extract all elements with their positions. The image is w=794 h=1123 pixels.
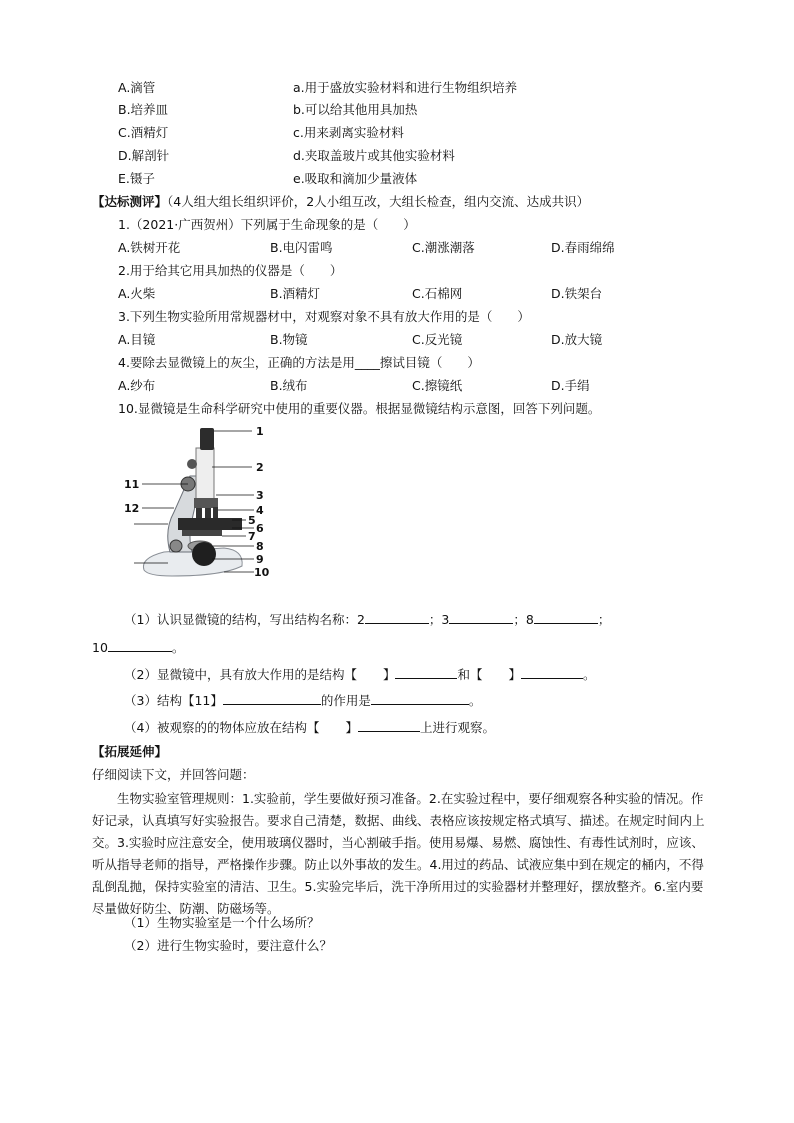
question-stem: 2.用于给其它用具加热的仪器是（ ） bbox=[118, 263, 343, 278]
option: C.潮涨潮落 bbox=[412, 240, 475, 255]
sub2-text: 】 bbox=[508, 667, 522, 682]
matching-left: B.培养皿 bbox=[118, 102, 169, 117]
q10-sub1-cont bbox=[92, 639, 184, 657]
sub1-text: ； bbox=[597, 612, 611, 627]
option: C.石棉网 bbox=[412, 286, 463, 301]
sub4-text: 上进行观察。 bbox=[419, 720, 495, 735]
diagram-label: 2 bbox=[256, 461, 264, 474]
matching-right: b.可以给其他用具加热 bbox=[293, 102, 418, 117]
option: A.纱布 bbox=[118, 378, 156, 393]
answer-blank[interactable] bbox=[223, 692, 321, 705]
sub1-text: （1）认识显微镜的结构，写出结构名称：2 bbox=[124, 612, 365, 627]
option: A.铁树开花 bbox=[118, 240, 181, 255]
diagram-label: 1 bbox=[256, 425, 264, 438]
answer-blank[interactable] bbox=[365, 611, 429, 624]
q10-sub2 bbox=[124, 666, 596, 684]
diagram-label: 6 bbox=[256, 522, 264, 535]
sub2-text: 。 bbox=[583, 667, 596, 682]
section-test-title: 【达标测评】 bbox=[92, 194, 168, 209]
extension-question: （2）进行生物实验时，要注意什么？ bbox=[124, 938, 332, 953]
option: D.放大镜 bbox=[551, 332, 603, 347]
sub4-text: （4）被观察的的物体应放在结构【 bbox=[124, 720, 320, 735]
sub1-text: ；8 bbox=[513, 612, 534, 627]
answer-blank[interactable] bbox=[371, 692, 469, 705]
sub3-text: （3）结构【11】 bbox=[124, 693, 223, 708]
option: B.绒布 bbox=[270, 378, 308, 393]
diagram-label: 12 bbox=[124, 502, 140, 515]
option: C.反光镜 bbox=[412, 332, 463, 347]
answer-blank[interactable] bbox=[395, 666, 457, 679]
diagram-label: 4 bbox=[256, 504, 264, 517]
diagram-label: 5 bbox=[248, 514, 256, 527]
extension-question: （1）生物实验室是一个什么场所？ bbox=[124, 915, 320, 930]
option: C.擦镜纸 bbox=[412, 378, 463, 393]
matching-left: E.镊子 bbox=[118, 171, 155, 186]
extension-passage: 生物实验室管理规则：1.实验前，学生要做好预习准备。2.在实验过程中，要仔细观察各种实验的情况。作好记录，认真填写好实验报告。要求自己清楚，数据、曲线、表格应该按规定格式填写、描述。在规定时间内上交。3.实验时应注意安全，使用玻璃仪器时，当心割破手指。使用易爆、易燃、腐蚀性、有毒性试剂时，应该、听从指导老师的指导，严格操作步骤。防止以外事故的发生。4.用过的药品、试液应集中到在规定的桶内，不得乱倒乱抛，保持实验室的清洁、卫生。5.实验完毕后，洗干净所用过的实验器材并整理好，摆放整齐。6.室内要尽量做好防尘、防潮、防磁场等。 bbox=[92, 791, 705, 916]
answer-blank[interactable] bbox=[358, 719, 420, 732]
diagram-label: 8 bbox=[256, 540, 264, 553]
q10-sub4 bbox=[124, 719, 495, 737]
matching-left: C.酒精灯 bbox=[118, 125, 169, 140]
sub2-text: 】 bbox=[382, 667, 396, 682]
question-stem: 4.要除去显微镜上的灰尘，正确的方法是用____擦试目镜（ ） bbox=[118, 355, 480, 370]
option: D.手绢 bbox=[551, 378, 590, 393]
option: B.电闪雷鸣 bbox=[270, 240, 333, 255]
sub3-text: 。 bbox=[468, 693, 482, 708]
matching-left: A.滴管 bbox=[118, 80, 156, 95]
option: D.铁架台 bbox=[551, 286, 603, 301]
diagram-label: 9 bbox=[256, 553, 264, 566]
answer-blank[interactable] bbox=[521, 666, 583, 679]
answer-blank[interactable] bbox=[108, 639, 172, 652]
option: D.春雨绵绵 bbox=[551, 240, 615, 255]
question-stem: 10.显微镜是生命科学研究中使用的重要仪器。根据显微镜结构示意图，回答下列问题。 bbox=[118, 401, 601, 416]
sub1-text: 。 bbox=[171, 640, 185, 655]
answer-blank[interactable] bbox=[534, 611, 598, 624]
section-extension-title: 【拓展延伸】 bbox=[92, 744, 168, 759]
sub3-text: 的作用是 bbox=[320, 693, 371, 708]
matching-right: c.用来剥离实验材料 bbox=[293, 125, 404, 140]
section-test-note: （4人组大组长组织评价，2人小组互改，大组长检查，组内交流、达成共识） bbox=[167, 194, 590, 209]
matching-left: D.解剖针 bbox=[118, 148, 170, 163]
sub2-text: 和【 bbox=[457, 667, 483, 682]
diagram-label: 7 bbox=[248, 530, 256, 543]
sub1-text: ；3 bbox=[428, 612, 450, 627]
question-stem: 1.（2021·广西贺州）下列属于生命现象的是（ ） bbox=[118, 217, 416, 232]
matching-right: e.吸取和滴加少量液体 bbox=[293, 171, 418, 186]
option: B.物镜 bbox=[270, 332, 308, 347]
sub4-text: 】 bbox=[345, 720, 358, 735]
matching-right: d.夹取盖玻片或其他实验材料 bbox=[293, 148, 455, 163]
diagram-label: 11 bbox=[124, 478, 140, 491]
answer-blank[interactable] bbox=[449, 611, 513, 624]
diagram-label: 10 bbox=[254, 566, 270, 579]
sub1-text: 10 bbox=[92, 640, 108, 655]
q10-sub3 bbox=[124, 692, 481, 710]
option: B.酒精灯 bbox=[270, 286, 321, 301]
question-stem: 3.下列生物实验所用常规器材中，对观察对象不具有放大作用的是（ ） bbox=[118, 309, 530, 324]
sub2-text: （2）显微镜中，具有放大作用的是结构【 bbox=[124, 667, 357, 682]
q10-sub1 bbox=[124, 611, 610, 629]
extension-intro: 仔细阅读下文，并回答问题： bbox=[92, 767, 255, 782]
option: A.火柴 bbox=[118, 286, 156, 301]
matching-right: a.用于盛放实验材料和进行生物组织培养 bbox=[293, 80, 518, 95]
microscope-diagram bbox=[112, 420, 282, 590]
option: A.目镜 bbox=[118, 332, 156, 347]
section-test-header bbox=[92, 193, 589, 211]
diagram-label: 3 bbox=[256, 489, 264, 502]
